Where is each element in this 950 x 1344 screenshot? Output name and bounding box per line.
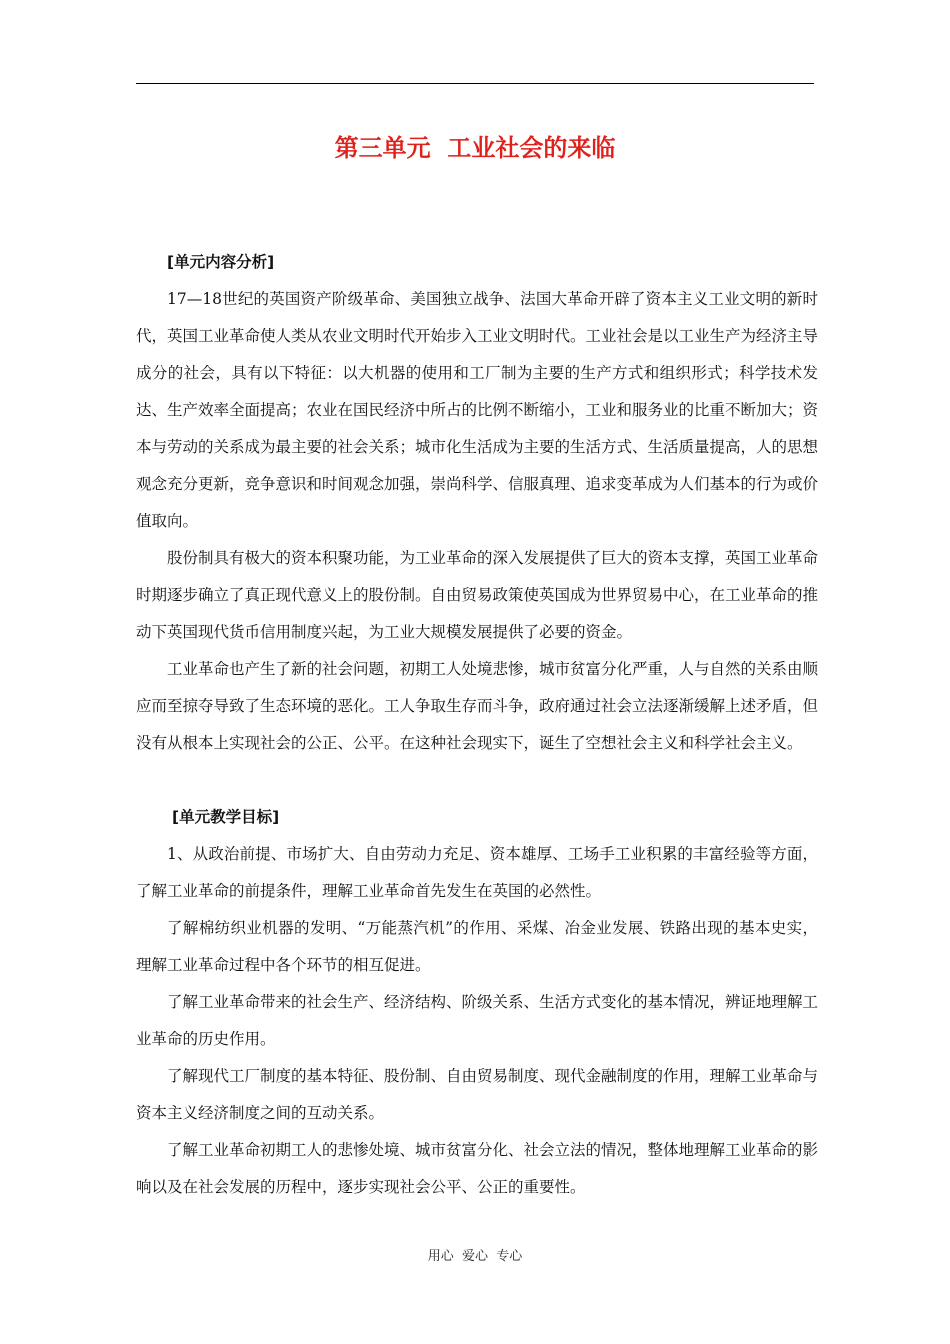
paragraph: 了解现代工厂制度的基本特征、股份制、自由贸易制度、现代金融制度的作用，理解工业革命与资本主义经济制度之间的互动关系。: [136, 1067, 819, 1122]
paragraph: 17—18世纪的英国资产阶级革命、美国独立战争、法国大革命开辟了资本主义工业文明的新时代，英国工业革命使人类从农业文明时代开始步入工业文明时代。工业社会是以工业生产为经济主导成分的社会，具有以下特征：以大机器的使用和工厂制为主要的生产方式和组织形式；科学技术发达、生产效率全面提高；农业在国民经济中所占的比例不断缩小，工业和服务业的比重不断加大；资本与劳动的关系成为最主要的社会关系；城市化生活成为主要的生活方式、生活质量提高，人的思想观念充分更新，竞争意识和时间观念加强，崇尚科学、信服真理、追求变革成为人们基本的行为或价值取向。: [136, 290, 819, 530]
paragraph: 了解工业革命带来的社会生产、经济结构、阶级关系、生活方式变化的基本情况，辨证地理解工业革命的历史作用。: [136, 993, 819, 1048]
header-rule: [136, 83, 814, 84]
paragraph: 工业革命也产生了新的社会问题，初期工人处境悲惨，城市贫富分化严重，人与自然的关系由顺应而至掠夺导致了生态环境的恶化。工人争取生存而斗争，政府通过社会立法逐渐缓解上述矛盾，但没有从根本上实现社会的公正、公平。在这种社会现实下，诞生了空想社会主义和科学社会主义。: [136, 660, 819, 752]
paragraph: 1、从政治前提、市场扩大、自由劳动力充足、资本雄厚、工场手工业积累的丰富经验等方面，了解工业革命的前提条件，理解工业革命首先发生在英国的必然性。: [136, 845, 818, 900]
section-heading: [单元内容分析]: [167, 253, 275, 271]
paragraph: 了解工业革命初期工人的悲惨处境、城市贫富分化、社会立法的情况，整体地理解工业革命的影响以及在社会发展的历程中，逐步实现社会公平、公正的重要性。: [136, 1141, 819, 1196]
document-body: [136, 244, 818, 1206]
section-teaching-goals: [136, 799, 818, 1206]
paragraph: 了解棉纺织业机器的发明、“万能蒸汽机”的作用、采煤、冶金业发展、铁路出现的基本史实，理解工业革命过程中各个环节的相互促进。: [136, 919, 818, 974]
section-heading: [单元教学目标]: [172, 808, 280, 826]
paragraph: 股份制具有极大的资本积聚功能，为工业革命的深入发展提供了巨大的资本支撑，英国工业革命时期逐步确立了真正现代意义上的股份制。自由贸易政策使英国成为世界贸易中心，在工业革命的推动下英国现代货币信用制度兴起，为工业大规模发展提供了必要的资金。: [136, 549, 819, 641]
page-footer: 用心 爱心 专心: [427, 1249, 523, 1264]
page-title: 第三单元 工业社会的来临: [334, 134, 616, 162]
section-content-analysis: [136, 244, 818, 762]
